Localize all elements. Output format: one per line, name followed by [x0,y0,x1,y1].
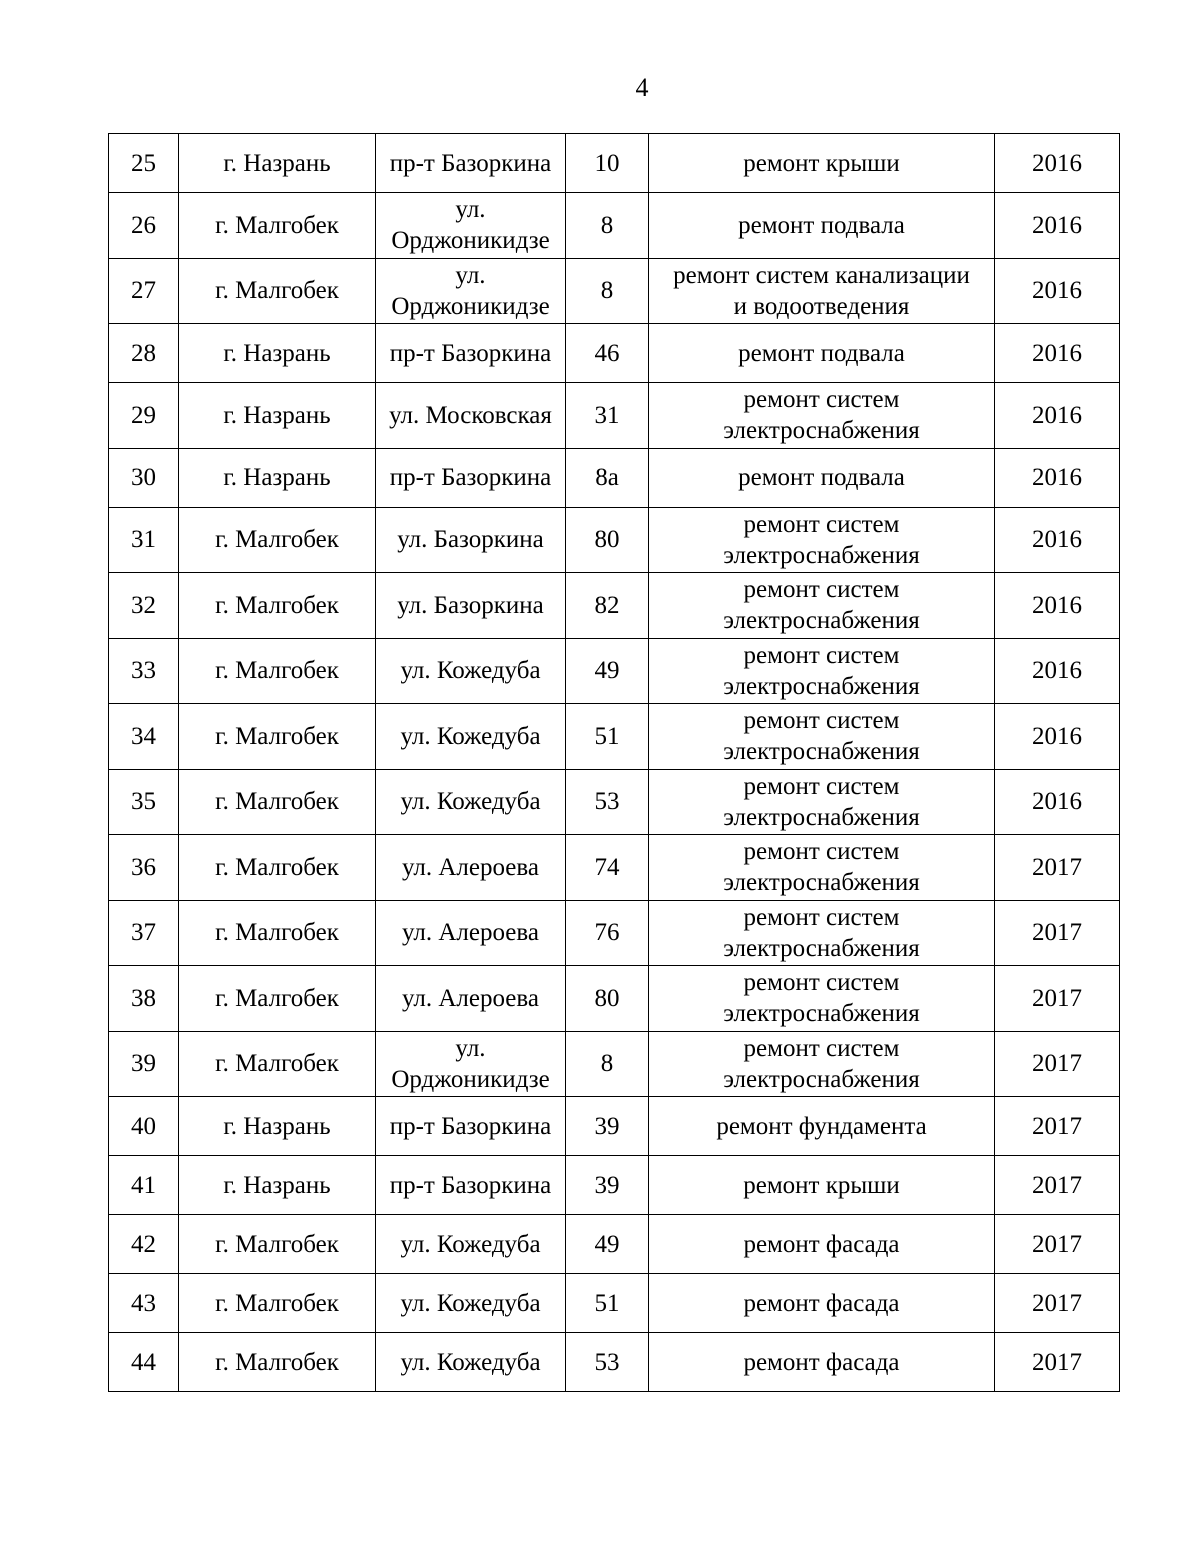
street-cell [376,324,566,383]
work-type-cell [649,383,995,449]
house-number-cell: 80 [566,966,649,1032]
city-cell: г. Малгобек [179,638,376,704]
row-number-cell: 43 [109,1274,179,1333]
table-row [109,704,1120,770]
city-cell: г. Малгобек [179,1274,376,1333]
work-type-cell-line: ремонт подвала [738,464,905,491]
work-type-cell [649,1215,995,1274]
table-row [109,1274,1120,1333]
row-number-cell: 28 [109,324,179,383]
street-cell-line: ул. [455,196,486,224]
work-type-cell-line: электроснабжения [723,869,920,897]
street-cell-line: ул. Базоркина [397,591,544,619]
year-cell: 2017 [995,1156,1120,1215]
street-cell-line: пр-т Базоркина [389,149,552,177]
table-row [109,573,1120,639]
table-row [109,258,1120,324]
work-type-cell-line: ремонт подвала [738,211,905,239]
page-number: 4 [635,73,649,102]
street-cell [376,258,566,324]
row-number-cell: 44 [109,1333,179,1392]
street-cell-line: Орджоникидзе [391,227,550,255]
work-type-cell [649,966,995,1032]
table-row [109,1156,1120,1215]
row-number-cell: 35 [109,769,179,835]
street-cell [376,1215,566,1274]
year-cell: 2016 [995,134,1120,193]
year-cell: 2017 [995,1031,1120,1097]
row-number-cell: 36 [109,835,179,901]
house-number-cell: 76 [566,900,649,966]
table-row [109,324,1120,383]
row-number-cell: 37 [109,900,179,966]
table-body [109,134,1120,1392]
work-type-cell [649,835,995,901]
work-type-cell-line: электроснабжения [723,934,920,962]
row-number-cell: 42 [109,1215,179,1274]
street-cell-line: пр-т Базоркина [389,464,552,491]
street-cell-line: ул. Кожедуба [400,788,541,816]
street-cell-line: ул. [455,261,486,289]
city-cell: г. Малгобек [179,966,376,1032]
work-type-cell-line: электроснабжения [723,541,920,569]
work-type-cell-line: электроснабжения [723,417,920,445]
street-cell-line: пр-т Базоркина [389,1112,552,1140]
street-cell [376,900,566,966]
street-cell [376,383,566,449]
table-row [109,638,1120,704]
year-cell: 2016 [995,638,1120,704]
work-type-cell [649,704,995,770]
work-type-cell [649,134,995,193]
table-row [109,835,1120,901]
work-type-cell-line: ремонт систем [743,1034,900,1062]
table-row [109,1031,1120,1097]
street-cell [376,1274,566,1333]
work-type-cell-line: ремонт систем [743,838,900,866]
year-cell: 2016 [995,383,1120,449]
work-type-cell-line: ремонт фасада [743,1289,900,1317]
street-cell [376,1031,566,1097]
work-type-cell-line: ремонт систем [743,510,900,538]
work-type-cell [649,448,995,507]
work-type-cell [649,324,995,383]
work-type-cell-line: ремонт фасада [743,1348,900,1376]
table-row [109,769,1120,835]
house-number-cell: 49 [566,1215,649,1274]
year-cell: 2017 [995,835,1120,901]
street-cell [376,1156,566,1215]
city-cell: г. Малгобек [179,769,376,835]
street-cell-line: ул. Базоркина [397,526,544,554]
work-type-cell [649,1031,995,1097]
year-cell: 2017 [995,1097,1120,1156]
street-cell [376,193,566,259]
house-number-cell: 39 [566,1097,649,1156]
city-cell: г. Малгобек [179,1215,376,1274]
city-cell: г. Малгобек [179,1333,376,1392]
street-cell [376,638,566,704]
street-cell-line: ул. Кожедуба [400,1289,541,1317]
work-type-cell-line: электроснабжения [723,738,920,766]
year-cell: 2017 [995,1333,1120,1392]
work-type-cell [649,1097,995,1156]
street-cell-line: ул. Кожедуба [400,1230,541,1258]
city-cell: г. Назрань [179,1156,376,1215]
work-type-cell [649,769,995,835]
year-cell: 2017 [995,1215,1120,1274]
table-row [109,966,1120,1032]
city-cell: г. Назрань [179,324,376,383]
year-cell: 2017 [995,900,1120,966]
street-cell [376,769,566,835]
table-row [109,134,1120,193]
year-cell: 2017 [995,966,1120,1032]
work-type-cell-line: ремонт систем [743,772,900,800]
street-cell [376,573,566,639]
work-type-cell-line: электроснабжения [723,1000,920,1028]
year-cell: 2016 [995,193,1120,259]
row-number-cell: 39 [109,1031,179,1097]
row-number-cell: 27 [109,258,179,324]
row-number-cell: 40 [109,1097,179,1156]
table-row [109,1215,1120,1274]
year-cell: 2016 [995,704,1120,770]
work-type-cell [649,507,995,573]
year-cell: 2016 [995,507,1120,573]
house-number-cell: 46 [566,324,649,383]
work-type-cell-line: электроснабжения [723,803,920,831]
city-cell: г. Назрань [179,383,376,449]
work-type-cell-line: ремонт систем [743,969,900,997]
work-type-cell-line: электроснабжения [723,1065,920,1093]
house-number-cell: 8 [566,193,649,259]
work-type-cell-line: ремонт крыши [743,1171,900,1199]
city-cell: г. Малгобек [179,835,376,901]
work-type-cell-line: электроснабжения [723,607,920,635]
street-cell-line: Орджоникидзе [391,1065,550,1093]
street-cell-line: пр-т Базоркина [389,339,552,367]
work-type-cell [649,1156,995,1215]
row-number-cell: 32 [109,573,179,639]
house-number-cell: 8 [566,258,649,324]
work-type-cell-line: ремонт систем [743,641,900,669]
work-type-cell [649,900,995,966]
work-type-cell-line: ремонт систем [743,386,900,414]
street-cell-line: ул. Кожедуба [400,657,541,685]
city-cell: г. Назрань [179,1097,376,1156]
work-type-cell [649,1274,995,1333]
table-row [109,1333,1120,1392]
city-cell: г. Назрань [179,134,376,193]
table-row [109,193,1120,259]
street-cell-line: ул. Московская [389,401,552,429]
year-cell: 2016 [995,448,1120,507]
year-cell: 2016 [995,258,1120,324]
work-type-cell-line: ремонт систем [743,707,900,735]
house-number-cell: 82 [566,573,649,639]
city-cell: г. Малгобек [179,507,376,573]
table-row [109,448,1120,507]
street-cell [376,507,566,573]
city-cell: г. Назрань [179,448,376,507]
street-cell [376,704,566,770]
street-cell [376,835,566,901]
street-cell [376,448,566,507]
row-number-cell: 25 [109,134,179,193]
repair-schedule-table [108,133,1120,1392]
house-number-cell: 31 [566,383,649,449]
row-number-cell: 29 [109,383,179,449]
row-number-cell: 30 [109,448,179,507]
table-row [109,1097,1120,1156]
house-number-cell: 53 [566,1333,649,1392]
street-cell-line: Орджоникидзе [391,292,550,320]
street-cell-line: ул. Кожедуба [400,722,541,750]
street-cell-line: ул. Кожедуба [400,1348,541,1376]
street-cell-line: ул. Алероева [402,919,539,947]
street-cell-line: пр-т Базоркина [389,1171,552,1199]
year-cell: 2016 [995,324,1120,383]
table-row [109,383,1120,449]
house-number-cell: 39 [566,1156,649,1215]
year-cell: 2017 [995,1274,1120,1333]
street-cell [376,134,566,193]
work-type-cell-line: и водоотведения [733,292,910,320]
work-type-cell [649,1333,995,1392]
table-row [109,507,1120,573]
table-row [109,900,1120,966]
work-type-cell [649,573,995,639]
work-type-cell [649,638,995,704]
row-number-cell: 34 [109,704,179,770]
row-number-cell: 33 [109,638,179,704]
house-number-cell: 8 [566,1031,649,1097]
house-number-cell: 10 [566,134,649,193]
city-cell: г. Малгобек [179,193,376,259]
street-cell [376,966,566,1032]
work-type-cell-line: ремонт подвала [738,339,905,367]
row-number-cell: 26 [109,193,179,259]
work-type-cell-line: ремонт систем канализации [673,261,970,289]
work-type-cell-line: ремонт фасада [743,1230,900,1258]
work-type-cell [649,193,995,259]
work-type-cell-line: ремонт систем [743,903,900,931]
street-cell-line: ул. Алероева [402,984,539,1012]
work-type-cell-line: ремонт фундамента [716,1112,927,1140]
city-cell: г. Малгобек [179,1031,376,1097]
city-cell: г. Малгобек [179,258,376,324]
year-cell: 2016 [995,769,1120,835]
house-number-cell: 51 [566,704,649,770]
work-type-cell-line: электроснабжения [723,672,920,700]
street-cell-line: ул. [455,1034,486,1062]
year-cell: 2016 [995,573,1120,639]
city-cell: г. Малгобек [179,573,376,639]
street-cell [376,1333,566,1392]
house-number-cell: 80 [566,507,649,573]
work-type-cell-line: ремонт систем [743,576,900,604]
street-cell-line: ул. Алероева [402,853,539,881]
house-number-cell: 51 [566,1274,649,1333]
street-cell [376,1097,566,1156]
work-type-cell [649,258,995,324]
city-cell: г. Малгобек [179,704,376,770]
house-number-cell: 8а [566,448,649,507]
row-number-cell: 38 [109,966,179,1032]
house-number-cell: 49 [566,638,649,704]
row-number-cell: 41 [109,1156,179,1215]
house-number-cell: 53 [566,769,649,835]
work-type-cell-line: ремонт крыши [743,149,900,177]
house-number-cell: 74 [566,835,649,901]
row-number-cell: 31 [109,507,179,573]
city-cell: г. Малгобек [179,900,376,966]
